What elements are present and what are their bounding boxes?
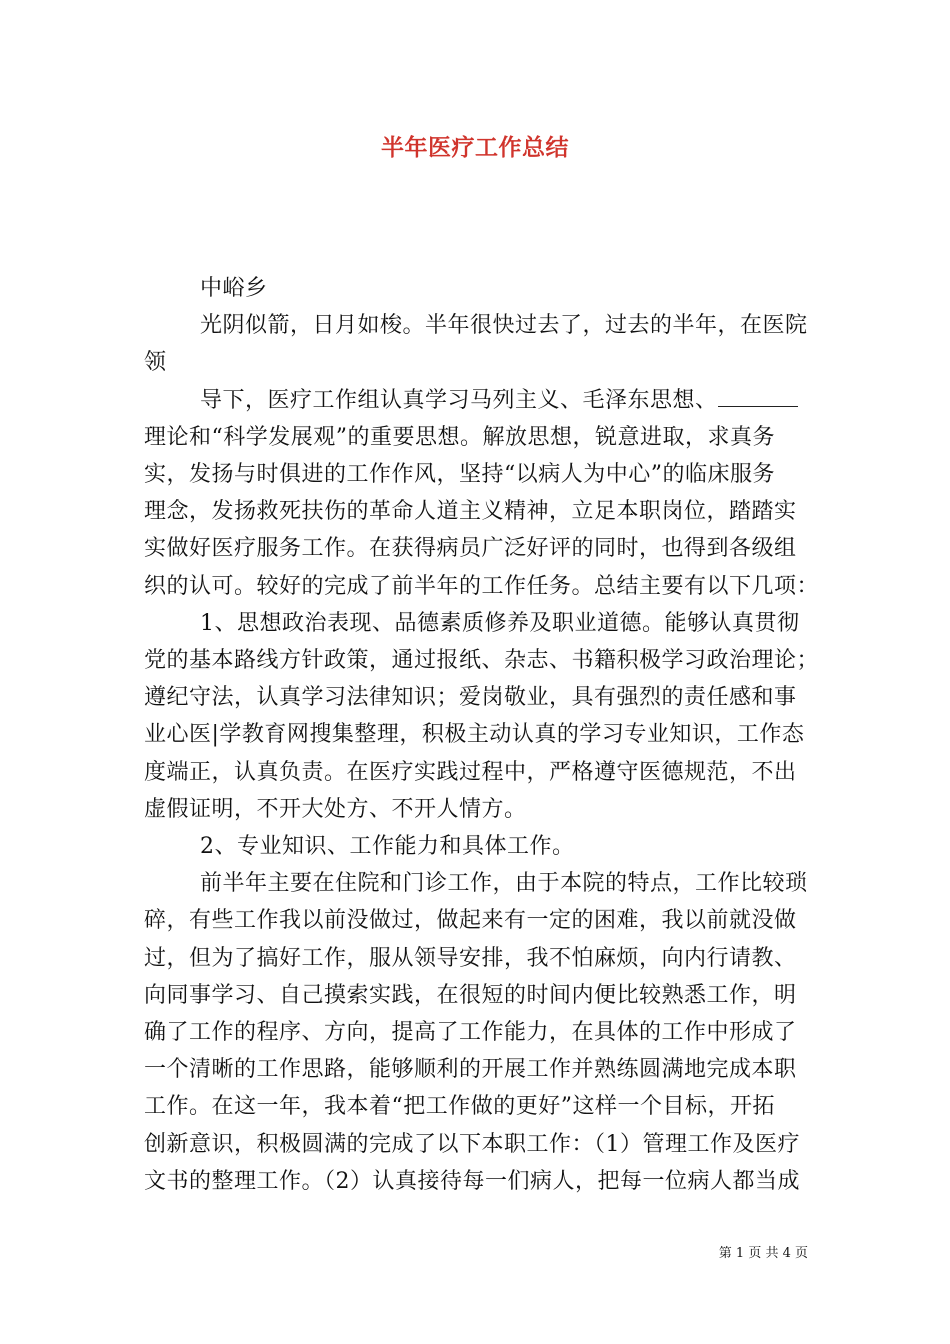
text-line: 中峪乡 — [200, 276, 268, 301]
text-line: 创新意识，积极圆满的完成了以下本职工作：（1）管理工作及医疗 — [144, 1131, 800, 1157]
text-line: 光阴似箭，日月如梭。半年很快过去了，过去的半年，在医院 — [200, 313, 808, 339]
text-line-content: 导下，医疗工作组认真学习马列主义、毛泽东思想、 — [200, 387, 718, 413]
text-line: 实，发扬与时俱进的工作作风，坚持“以病人为中心”的临床服务 — [144, 462, 775, 488]
text-line: 确了工作的程序、方向，提高了工作能力，在具体的工作中形成了 — [144, 1020, 797, 1046]
text-line: 领 — [144, 350, 167, 376]
text-line: 党的基本路线方针政策，通过报纸、杂志、书籍积极学习政治理论； — [144, 648, 820, 674]
text-line: 文书的整理工作。（2）认真接待每一们病人，把每一位病人都当成 — [144, 1168, 800, 1194]
text-line: 一个清晰的工作思路，能够顺利的开展工作并熟练圆满地完成本职 — [144, 1057, 797, 1083]
fill-in-blank — [718, 384, 798, 407]
text-line: 碎，有些工作我以前没做过，做起来有一定的困难，我以前就没做 — [144, 908, 797, 934]
document-title: 半年医疗工作总结 — [381, 134, 569, 161]
page-number-footer: 第 1 页 共 4 页 — [718, 1246, 808, 1261]
text-line: 理论和“科学发展观”的重要思想。解放思想，锐意进取，求真务 — [144, 424, 775, 450]
text-line: 度端正，认真负责。在医疗实践过程中，严格遵守医德规范，不出 — [144, 759, 797, 785]
text-line: 过，但为了搞好工作，服从领导安排，我不怕麻烦，向内行请教、 — [144, 945, 797, 971]
text-line: 实做好医疗服务工作。在获得病员广泛好评的同时，也得到各级组 — [144, 536, 797, 562]
text-line — [144, 382, 808, 419]
text-line: 虚假证明，不开大处方、不开人情方。 — [144, 796, 527, 822]
text-line: 工作。在这一年，我本着“把工作做的更好”这样一个目标，开拓 — [144, 1094, 775, 1120]
text-line: 遵纪守法，认真学习法律知识；爱岗敬业，具有强烈的责任感和事 — [144, 685, 797, 711]
text-line: 前半年主要在住院和门诊工作，由于本院的特点，工作比较琐 — [200, 871, 808, 897]
text-line: 业心医|学教育网搜集整理，积极主动认真的学习专业知识，工作态 — [144, 722, 805, 748]
document-body — [144, 270, 820, 1200]
text-line: 2、专业知识、工作能力和具体工作。 — [200, 834, 575, 860]
text-line: 1、思想政治表现、品德素质修养及职业道德。能够认真贯彻 — [200, 610, 800, 636]
text-line: 织的认可。较好的完成了前半年的工作任务。总结主要有以下几项： — [144, 573, 820, 599]
text-line: 理念，发扬救死扶伤的革命人道主义精神，立足本职岗位，踏踏实 — [144, 499, 797, 525]
text-line: 向同事学习、自己摸索实践，在很短的时间内便比较熟悉工作，明 — [144, 982, 797, 1008]
